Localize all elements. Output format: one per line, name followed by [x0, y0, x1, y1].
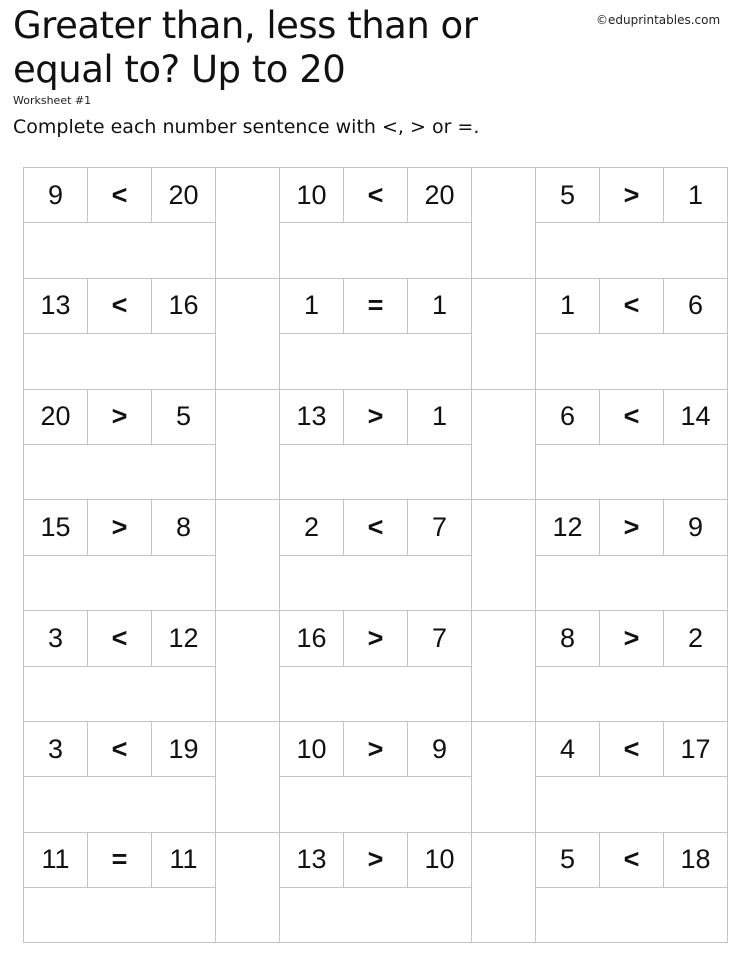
left-number: 3 [24, 611, 88, 666]
comparison-symbol: > [88, 389, 152, 444]
column-spacer [472, 389, 536, 500]
comparison-symbol: < [600, 278, 664, 333]
right-number: 1 [408, 278, 472, 333]
answer-row [24, 444, 728, 499]
right-number: 18 [664, 832, 728, 887]
answer-space[interactable] [24, 444, 216, 499]
comparison-symbol: > [600, 500, 664, 555]
problem-row [24, 721, 728, 776]
right-number: 2 [664, 611, 728, 666]
answer-space[interactable] [536, 223, 728, 278]
answer-row [24, 777, 728, 832]
answer-row [24, 888, 728, 943]
column-spacer [216, 611, 280, 722]
right-number: 8 [152, 500, 216, 555]
left-number: 1 [536, 278, 600, 333]
answer-space[interactable] [24, 223, 216, 278]
comparison-symbol: = [88, 832, 152, 887]
left-number: 3 [24, 721, 88, 776]
comparison-symbol: < [88, 278, 152, 333]
answer-space[interactable] [280, 444, 472, 499]
answer-row [24, 334, 728, 389]
right-number: 17 [664, 721, 728, 776]
column-spacer [472, 278, 536, 389]
answer-space[interactable] [24, 888, 216, 943]
left-number: 15 [24, 500, 88, 555]
problem-row [24, 389, 728, 444]
right-number: 5 [152, 389, 216, 444]
answer-space[interactable] [280, 777, 472, 832]
right-number: 6 [664, 278, 728, 333]
problem-grid [23, 167, 728, 943]
comparison-symbol: < [344, 168, 408, 223]
right-number: 7 [408, 611, 472, 666]
comparison-symbol: > [344, 832, 408, 887]
answer-space[interactable] [536, 666, 728, 721]
column-spacer [216, 832, 280, 943]
left-number: 5 [536, 832, 600, 887]
problem-row [24, 168, 728, 223]
left-number: 5 [536, 168, 600, 223]
left-number: 9 [24, 168, 88, 223]
answer-space[interactable] [536, 777, 728, 832]
left-number: 13 [280, 389, 344, 444]
answer-row [24, 666, 728, 721]
answer-space[interactable] [24, 777, 216, 832]
problem-row [24, 278, 728, 333]
column-spacer [216, 721, 280, 832]
right-number: 7 [408, 500, 472, 555]
answer-space[interactable] [280, 888, 472, 943]
comparison-symbol: > [344, 721, 408, 776]
right-number: 10 [408, 832, 472, 887]
left-number: 11 [24, 832, 88, 887]
answer-space[interactable] [536, 334, 728, 389]
left-number: 1 [280, 278, 344, 333]
answer-space[interactable] [280, 223, 472, 278]
comparison-symbol: < [88, 611, 152, 666]
column-spacer [216, 278, 280, 389]
problem-row [24, 832, 728, 887]
left-number: 8 [536, 611, 600, 666]
column-spacer [472, 168, 536, 279]
left-number: 12 [536, 500, 600, 555]
left-number: 16 [280, 611, 344, 666]
column-spacer [472, 832, 536, 943]
answer-space[interactable] [24, 334, 216, 389]
right-number: 1 [408, 389, 472, 444]
column-spacer [216, 168, 280, 279]
comparison-symbol: > [344, 389, 408, 444]
comparison-symbol: < [88, 721, 152, 776]
right-number: 20 [408, 168, 472, 223]
left-number: 4 [536, 721, 600, 776]
comparison-symbol: > [600, 168, 664, 223]
column-spacer [216, 500, 280, 611]
instructions: Complete each number sentence with <, > or =. [13, 116, 480, 138]
column-spacer [472, 721, 536, 832]
comparison-symbol: < [344, 500, 408, 555]
right-number: 20 [152, 168, 216, 223]
answer-space[interactable] [24, 666, 216, 721]
comparison-symbol: < [88, 168, 152, 223]
answer-space[interactable] [280, 334, 472, 389]
comparison-symbol: > [600, 611, 664, 666]
answer-space[interactable] [280, 666, 472, 721]
answer-space[interactable] [24, 555, 216, 610]
comparison-symbol: = [344, 278, 408, 333]
answer-row [24, 555, 728, 610]
left-number: 13 [24, 278, 88, 333]
answer-space[interactable] [280, 555, 472, 610]
column-spacer [216, 389, 280, 500]
copyright-notice: ©eduprintables.com [596, 13, 721, 27]
column-spacer [472, 500, 536, 611]
right-number: 14 [664, 389, 728, 444]
comparison-symbol: > [344, 611, 408, 666]
left-number: 10 [280, 721, 344, 776]
right-number: 11 [152, 832, 216, 887]
comparison-symbol: > [88, 500, 152, 555]
right-number: 16 [152, 278, 216, 333]
left-number: 10 [280, 168, 344, 223]
left-number: 20 [24, 389, 88, 444]
comparison-symbol: < [600, 832, 664, 887]
column-spacer [472, 611, 536, 722]
worksheet-number: Worksheet #1 [13, 94, 92, 107]
problem-row [24, 611, 728, 666]
right-number: 9 [408, 721, 472, 776]
answer-space[interactable] [536, 444, 728, 499]
answer-space[interactable] [536, 888, 728, 943]
right-number: 9 [664, 500, 728, 555]
left-number: 6 [536, 389, 600, 444]
right-number: 12 [152, 611, 216, 666]
comparison-symbol: < [600, 389, 664, 444]
page-title: Greater than, less than or equal to? Up to 20 [13, 4, 478, 91]
comparison-symbol: < [600, 721, 664, 776]
problem-row [24, 500, 728, 555]
answer-row [24, 223, 728, 278]
answer-space[interactable] [536, 555, 728, 610]
left-number: 13 [280, 832, 344, 887]
right-number: 19 [152, 721, 216, 776]
left-number: 2 [280, 500, 344, 555]
right-number: 1 [664, 168, 728, 223]
